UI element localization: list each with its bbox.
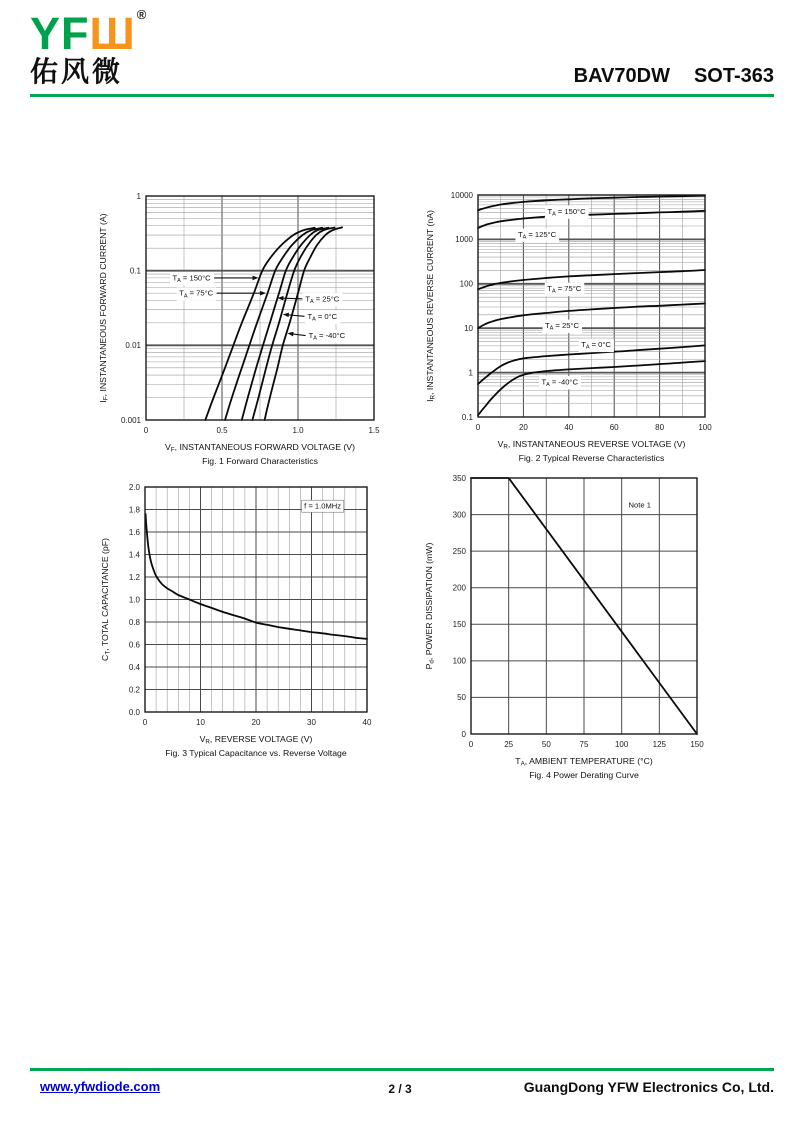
fig3-capacitance-vs-reverse-voltage-ylabel: $C_T$, TOTAL CAPACITANCE (pF) [100,538,112,661]
x-tick-label: 25 [504,740,514,749]
y-tick-label: 0.6 [128,640,140,650]
y-tick-label: 1.0 [128,595,140,605]
registered-trademark-icon: ® [136,7,147,22]
x-tick-label: 0 [468,740,474,749]
y-tick-label: 0.2 [128,685,140,695]
fig4-power-derating-curve-ylabel: $P_d$, POWER DISSIPATION (mW) [424,542,436,670]
y-tick-label: 2.0 [128,482,140,492]
x-tick-label: 100 [698,423,712,432]
y-tick-label: 1 [136,191,141,201]
curve-label: $T_A = 75^\circ C$ [547,284,582,295]
y-tick-label: 10000 [450,190,473,200]
y-tick-label: 0.1 [129,266,141,276]
company-name: GuangDong YFW Electronics Co, Ltd. [523,1079,774,1095]
y-tick-label: 0.01 [125,341,141,351]
fig1-forward-characteristics-curve [225,228,322,420]
fig1-forward-characteristics-ylabel: $I_F$, INSTANTANEOUS FORWARD CURRENT (A) [98,213,110,403]
y-tick-label: 300 [452,510,466,520]
y-tick-label: 0.4 [128,662,140,672]
x-tick-label: 150 [690,740,704,749]
x-tick-label: 75 [579,740,589,749]
x-tick-label: 20 [518,423,528,432]
x-tick-label: 125 [652,740,667,749]
fig1-forward-characteristics [98,192,380,466]
fig1-forward-characteristics-curve [242,228,329,420]
curve-label: $T_A = 75^\circ C$ [179,288,214,300]
fig3-capacitance-vs-reverse-voltage-xlabel: $V_R$, REVERSE VOLTAGE (V) [199,734,313,746]
part-number: BAV70DW [573,65,670,87]
fig2-typical-reverse-characteristics-caption: Fig. 2 Typical Reverse Characteristics [518,453,665,463]
x-tick-label: 40 [362,718,372,727]
y-tick-label: 200 [452,583,466,593]
y-tick-label: 1000 [455,235,473,245]
x-tick-label: 60 [609,423,619,432]
curve-label: $T_A = 125^\circ C$ [517,229,557,241]
arrow-head [283,313,289,318]
y-tick-label: 1.6 [128,527,140,537]
x-tick-label: 50 [541,740,551,749]
curve-label: $T_A = 0^\circ C$ [581,340,611,351]
curve-label: Note 1 [628,500,651,510]
x-tick-label: 1.5 [368,426,380,435]
page-number: 2 / 3 [388,1082,412,1096]
fig1-forward-characteristics-xlabel: $V_F$, INSTANTANEOUS FORWARD VOLTAGE (V) [165,442,355,454]
logo-w-glyph: Ш [89,8,135,59]
fig1-forward-characteristics-caption: Fig. 1 Forward Characteristics [202,456,318,466]
y-tick-label: 1.8 [128,505,140,515]
x-tick-label: 0.5 [216,426,228,435]
y-tick-label: 1 [468,368,473,378]
curve-label: f = 1.0MHz [304,501,342,511]
curve-label: $T_A = 0^\circ C$ [307,311,338,323]
x-tick-label: 40 [564,423,574,432]
y-tick-label: 0 [461,729,466,739]
y-tick-label: 1.4 [128,550,140,560]
y-tick-label: 100 [452,656,466,666]
curve-label: $T_A = 25^\circ C$ [545,321,579,332]
fig3-capacitance-vs-reverse-voltage-caption: Fig. 3 Typical Capacitance vs. Reverse Voltage [165,748,347,758]
fig2-typical-reverse-characteristics-ylabel: $I_R$, INSTANTANEOUS REVERSE CURRENT (nA) [425,210,437,402]
x-tick-label: 30 [307,718,316,727]
y-tick-label: 0.0 [128,707,140,717]
curve-label: $T_A = 25^\circ C$ [305,294,340,305]
fig4-power-derating-curve-caption: Fig. 4 Power Derating Curve [529,770,639,780]
x-tick-label: 10 [196,718,205,727]
arrow-head [252,276,258,281]
arrow-head [260,291,266,296]
x-tick-label: 0 [142,718,148,727]
fig4-power-derating-curve [424,474,704,780]
y-tick-label: 1.2 [128,572,140,582]
package-name: SOT-363 [693,65,774,87]
y-tick-label: 350 [452,473,466,483]
x-tick-label: 100 [614,740,629,749]
fig2-typical-reverse-characteristics-xlabel: $V_R$, INSTANTANEOUS REVERSE VOLTAGE (V) [497,439,686,451]
logo-chinese-name: 佑风微 [30,56,124,87]
curve-label: $T_A = -40^\circ C$ [308,331,346,342]
y-tick-label: 0.1 [461,412,473,422]
y-tick-label: 50 [457,693,466,703]
x-tick-label: 0 [143,426,149,435]
curve-label: $T_A = -40^\circ C$ [541,377,578,388]
x-tick-label: 0 [475,423,481,432]
y-tick-label: 100 [459,279,473,289]
website-link[interactable]: www.yfwdiode.com [40,1079,161,1094]
curve-label: $T_A = 150^\circ C$ [547,206,586,218]
y-tick-label: 0.001 [120,415,141,425]
y-tick-label: 150 [452,620,466,630]
arrow-head [287,332,293,337]
x-tick-label: 20 [251,718,261,727]
x-tick-label: 80 [655,423,665,432]
fig4-power-derating-curve-xlabel: $T_A$, AMBIENT TEMPERATURE (°C) [515,756,653,768]
fig2-typical-reverse-characteristics [425,191,712,463]
y-tick-label: 10 [464,324,473,333]
footer-divider [30,1068,774,1071]
curve-label: $T_A = 150^\circ C$ [172,273,211,285]
y-tick-label: 250 [452,546,466,556]
fig3-capacitance-vs-reverse-voltage [100,483,372,758]
y-tick-label: 0.8 [128,617,140,627]
x-tick-label: 1.0 [292,426,304,435]
logo-yf-text: YF [30,8,90,59]
